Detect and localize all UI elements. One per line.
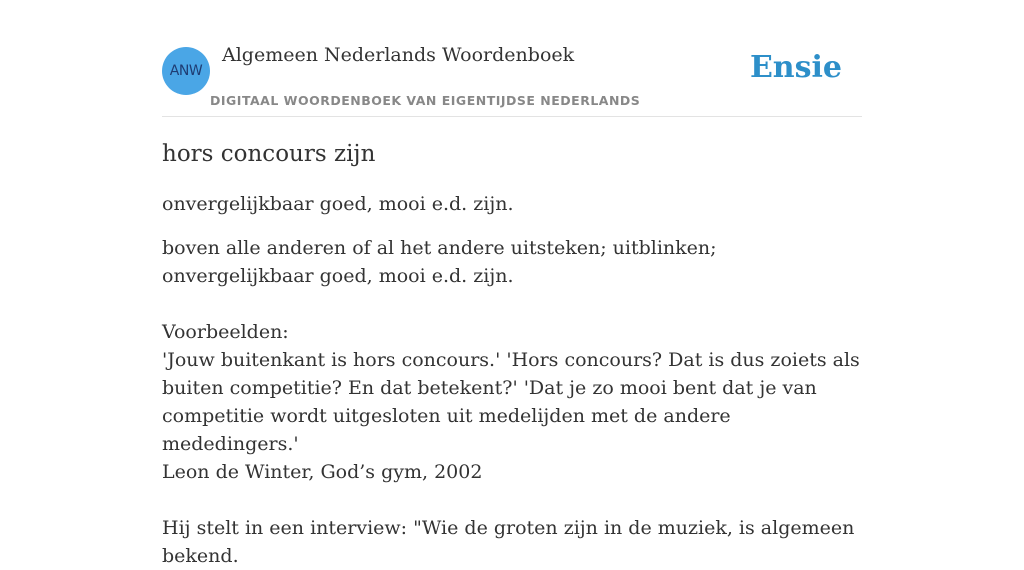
examples-heading: Voorbeelden: [162, 321, 289, 343]
long-definition: boven alle anderen of al het andere uitsteken; uitblinken; onvergelijkbaar goed, mooi e.d. zijn. [162, 237, 717, 287]
dictionary-title[interactable]: Algemeen Nederlands Woordenboek [222, 44, 575, 66]
dictionary-subtitle: DIGITAAL WOORDENBOEK VAN EIGENTIJDSE NEDERLANDS [210, 93, 641, 108]
spacer [162, 290, 862, 318]
entry-content [162, 138, 862, 570]
short-definition: onvergelijkbaar goed, mooi e.d. zijn. [162, 193, 514, 215]
example-source: Leon de Winter, God’s gym, 2002 [162, 461, 483, 483]
example-quote: Hij stelt in een interview: "Wie de groten zijn in de muziek, is algemeen bekend. [162, 517, 855, 567]
site-header [162, 0, 862, 117]
example-quote: 'Jouw buitenkant is hors concours.' 'Hors concours? Dat is dus zoiets als buiten competitie? En dat betekent?' 'Dat je zo mooi bent dat je van competitie wordt uitgesloten uit medelijden met de andere mededingers.' [162, 349, 860, 455]
spacer [162, 486, 862, 514]
entry-term: hors concours zijn [162, 141, 376, 167]
long-definition-block [162, 234, 862, 570]
dictionary-avatar[interactable]: ANW [162, 47, 210, 95]
brand-logo-link[interactable]: Ensie [749, 50, 842, 85]
